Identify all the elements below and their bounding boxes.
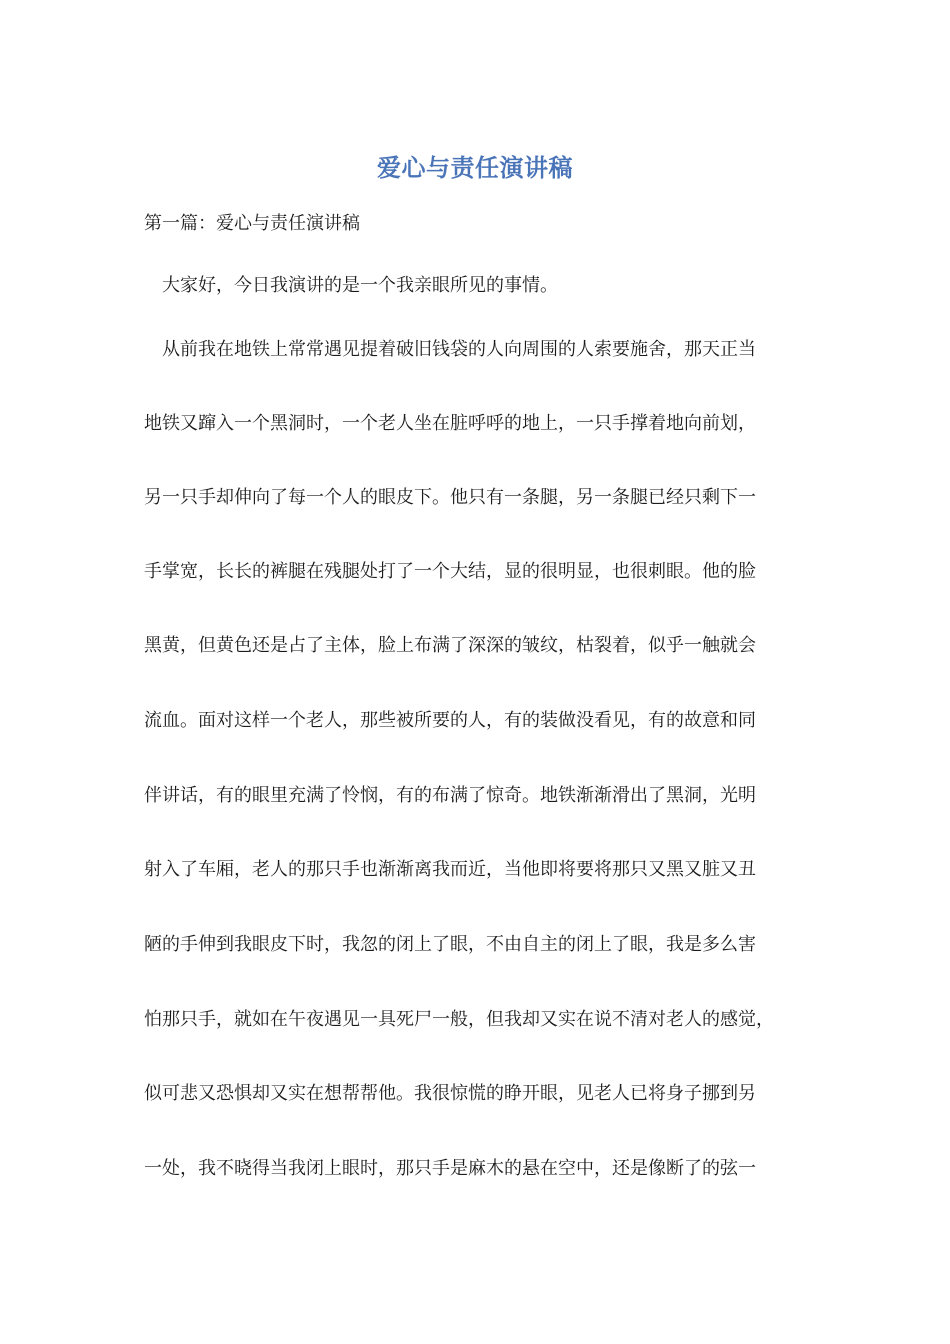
section-heading: 第一篇：爱心与责任演讲稿 — [144, 213, 360, 234]
greeting-paragraph: 大家好，今日我演讲的是一个我亲眼所见的事情。 — [162, 275, 558, 296]
body-line: 伴讲话，有的眼里充满了怜悯，有的布满了惊奇。地铁渐渐滑出了黑洞，光明 — [144, 785, 756, 806]
body-line: 另一只手却伸向了每一个人的眼皮下。他只有一条腿，另一条腿已经只剩下一 — [144, 487, 756, 508]
body-line: 流血。面对这样一个老人，那些被所要的人，有的装做没看见，有的故意和同 — [144, 710, 756, 731]
body-line: 怕那只手，就如在午夜遇见一具死尸一般，但我却又实在说不清对老人的感觉， — [144, 1009, 774, 1030]
body-line: 陋的手伸到我眼皮下时，我忽的闭上了眼，不由自主的闭上了眼，我是多么害 — [144, 934, 756, 955]
body-line: 黑黄，但黄色还是占了主体，脸上布满了深深的皱纹，枯裂着，似乎一触就会 — [144, 635, 756, 656]
body-line: 从前我在地铁上常常遇见提着破旧钱袋的人向周围的人索要施舍，那天正当 — [162, 339, 756, 360]
body-line: 射入了车厢，老人的那只手也渐渐离我而近，当他即将要将那只又黑又脏又丑 — [144, 859, 756, 880]
body-line: 一处，我不晓得当我闭上眼时，那只手是麻木的悬在空中，还是像断了的弦一 — [144, 1158, 756, 1179]
document-title: 爱心与责任演讲稿 — [377, 153, 573, 182]
body-line: 似可悲又恐惧却又实在想帮帮他。我很惊慌的睁开眼，见老人已将身子挪到另 — [144, 1083, 756, 1104]
body-line: 手掌宽，长长的裤腿在残腿处打了一个大结，显的很明显，也很刺眼。他的脸 — [144, 561, 756, 582]
body-line: 地铁又蹿入一个黑洞时，一个老人坐在脏呼呼的地上，一只手撑着地向前划， — [144, 413, 756, 434]
